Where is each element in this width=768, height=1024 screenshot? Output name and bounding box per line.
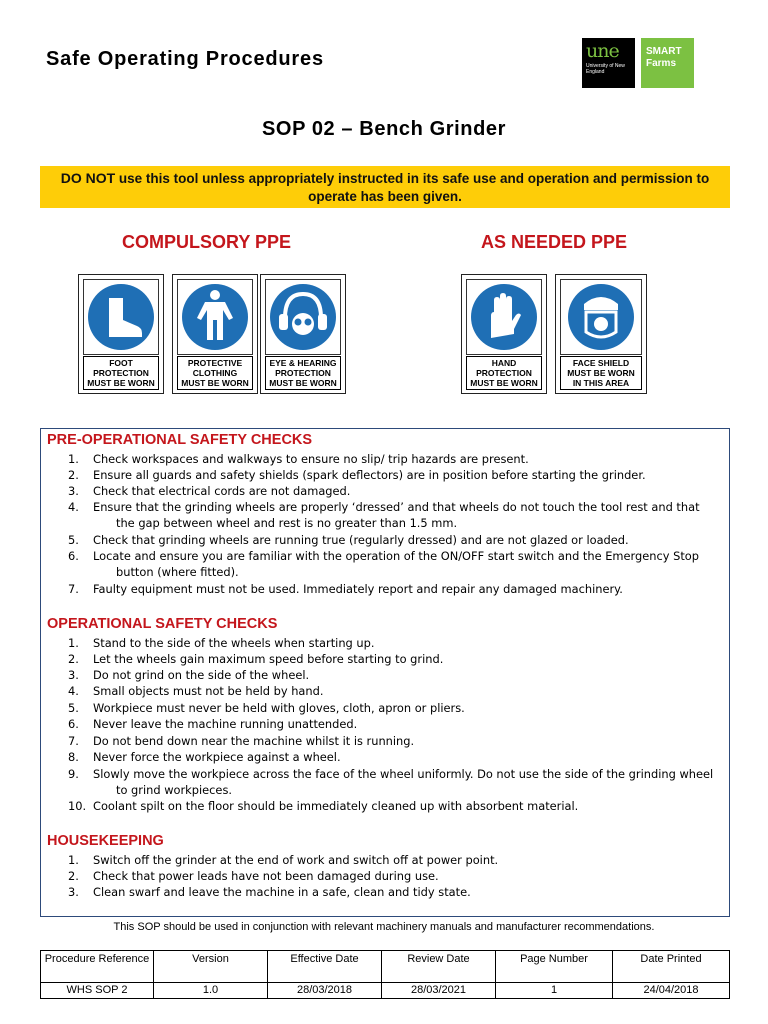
sign-line: MUST BE WORN <box>87 378 155 388</box>
housekeeping-heading: HOUSEKEEPING <box>47 833 164 849</box>
hand-protection-sign <box>461 274 547 394</box>
list-item: 5. Workpiece must never be held with gloves, cloth, apron or pliers. <box>68 701 465 715</box>
list-item: 7. Faulty equipment must not be used. Immediately report and repair any damaged machinery. <box>68 582 623 596</box>
operational-heading: OPERATIONAL SAFETY CHECKS <box>47 616 278 632</box>
table-cell: 24/04/2018 <box>613 983 730 999</box>
sign-line: IN THIS AREA <box>572 378 630 388</box>
sign-line: FACE SHIELD <box>572 358 630 368</box>
table-header-cell: Page Number <box>496 951 613 983</box>
list-item: 3. Clean swarf and leave the machine in a safe, clean and tidy state. <box>68 885 471 899</box>
une-logo <box>582 38 635 88</box>
boot-icon <box>84 280 158 354</box>
as-needed-ppe-heading: AS NEEDED PPE <box>481 232 628 252</box>
eye-hearing-protection-sign <box>260 274 346 394</box>
list-item: 10. Coolant spilt on the floor should be immediately cleaned up with absorbent material. <box>68 799 579 813</box>
table-cell: 1 <box>496 983 613 999</box>
list-item: 1. Check workspaces and walkways to ensure no slip/ trip hazards are present. <box>68 452 529 466</box>
list-item: 6. Locate and ensure you are familiar with the operation of the ON/OFF start switch and the Emergency Stop button (where fitted). <box>68 549 699 579</box>
list-item: 5. Check that grinding wheels are running true (regularly dressed) and are not glazed or loaded. <box>68 533 629 547</box>
document-meta-table <box>40 950 730 999</box>
sop-title: SOP 02 – Bench Grinder <box>261 118 507 140</box>
table-row <box>41 951 730 983</box>
goggles-earmuffs-icon <box>266 280 340 354</box>
list-item: 2. Ensure all guards and safety shields (spark deflectors) are in position before starting the grinder. <box>68 468 646 482</box>
list-item: 3. Check that electrical cords are not damaged. <box>68 484 351 498</box>
sign-line: EYE & HEARING <box>269 358 337 368</box>
smart-farms-logo <box>641 38 694 88</box>
table-cell: WHS SOP 2 <box>41 983 154 999</box>
table-cell: 28/03/2021 <box>382 983 496 999</box>
une-logo-text: une <box>586 40 619 62</box>
list-item: 9. Slowly move the workpiece across the face of the wheel uniformly. Do not use the side of the grinding wheel to grind workpieces. <box>68 767 714 797</box>
sign-line: CLOTHING <box>192 368 238 378</box>
sign-line: PROTECTION <box>476 368 532 378</box>
list-item: 7. Do not bend down near the machine whilst it is running. <box>68 734 415 748</box>
table-header-cell: Version <box>154 951 268 983</box>
list-item: 8. Never force the workpiece against a wheel. <box>68 750 341 764</box>
table-cell: 1.0 <box>154 983 268 999</box>
pre-operational-heading: PRE-OPERATIONAL SAFETY CHECKS <box>47 432 313 448</box>
sign-line: MUST BE WORN <box>470 378 538 388</box>
table-header-cell: Date Printed <box>613 951 730 983</box>
list-item: 1. Switch off the grinder at the end of work and switch off at power point. <box>68 853 499 867</box>
table-row <box>41 983 730 999</box>
face-shield-sign <box>555 274 647 394</box>
sign-line: MUST BE WORN <box>181 378 249 388</box>
compulsory-ppe-heading: COMPULSORY PPE <box>122 232 292 252</box>
list-item: 2. Let the wheels gain maximum speed before starting to grind. <box>68 652 444 666</box>
list-item: 1. Stand to the side of the wheels when starting up. <box>68 636 375 650</box>
warning-text: use this tool unless appropriately instructed in its safe use and operation and permission to operate has been given. <box>115 171 710 204</box>
smart-farms-line1: SMART <box>646 46 682 57</box>
sign-line: MUST BE WORN <box>567 368 635 378</box>
smart-farms-line2: Farms <box>646 58 677 69</box>
protective-clothing-sign <box>172 274 258 394</box>
footer-note: This SOP should be used in conjunction with relevant machinery manuals and manufacturer recommendations. <box>113 921 655 933</box>
table-header-cell: Review Date <box>382 951 496 983</box>
table-header-cell: Procedure Reference <box>41 951 154 983</box>
sign-line: MUST BE WORN <box>269 378 337 388</box>
table-header-cell: Effective Date <box>268 951 382 983</box>
warning-lead: DO NOT <box>60 170 116 186</box>
list-item: 4. Ensure that the grinding wheels are properly ‘dressed’ and that wheels do not touch the tool rest and that the gap between wheel and rest is no greater than 1.5 mm. <box>68 500 700 530</box>
gloves-icon <box>467 280 541 354</box>
sign-line: PROTECTION <box>93 368 149 378</box>
table-cell: 28/03/2018 <box>268 983 382 999</box>
foot-protection-sign <box>78 274 164 394</box>
face-shield-icon <box>561 280 641 354</box>
list-item: 3. Do not grind on the side of the wheel. <box>68 668 310 682</box>
list-item: 6. Never leave the machine running unattended. <box>68 717 358 731</box>
list-item: 4. Small objects must not be held by hand. <box>68 684 324 698</box>
sign-line: FOOT <box>109 358 133 368</box>
warning-banner <box>40 166 730 208</box>
document-title: Safe Operating Procedures <box>46 48 324 70</box>
sign-line: PROTECTION <box>275 368 331 378</box>
coverall-icon <box>178 280 252 354</box>
une-logo-subtext: University of New England <box>586 63 625 75</box>
sign-line: HAND <box>491 358 517 368</box>
sign-line: PROTECTIVE <box>187 358 243 368</box>
list-item: 2. Check that power leads have not been damaged during use. <box>68 869 439 883</box>
